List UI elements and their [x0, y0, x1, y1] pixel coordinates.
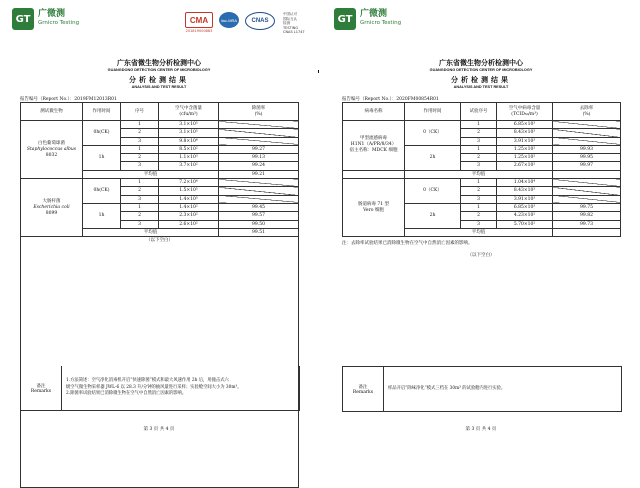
- cma-seal-icon: CMA: [185, 12, 213, 28]
- center-title-en: GUANGDONG DETECTION CENTER OF MICROBIOLOGY: [429, 68, 533, 72]
- col-conc: 空气中含菌量 (cfu/m³): [159, 103, 219, 121]
- logo-cn: 广微测: [38, 9, 66, 19]
- logo-mark-icon: GT: [12, 8, 34, 30]
- remark-line-1: 样品开启“除味净化”模式三档在 30m³ 的试验舱内进行实验。: [388, 385, 506, 391]
- logo-en: Grnicro Testing: [38, 20, 80, 26]
- cma-code: 201819000883: [185, 29, 213, 33]
- table-row: 2 1.1×10³ 99.13: [21, 154, 299, 162]
- average-row: 平均值: [343, 170, 621, 178]
- time-1h: 1h: [83, 145, 121, 170]
- table-row: 2 3.1×10⁵: [21, 129, 299, 137]
- cnas-seal-icon: CNAS: [245, 12, 275, 30]
- table-row: 2 8.43×10³: [343, 129, 621, 137]
- blank-marker: （以下空白）: [467, 253, 495, 258]
- table-row: 甲型流感病毒 H1N1（A/PR/8/34） 宿主名称：MDCK 细胞 0（CK） 1 6.85×10³: [343, 121, 621, 129]
- table-row: 2h 1 6.85×10³ 99.75: [343, 203, 621, 211]
- company-logo: [12, 8, 79, 30]
- col-virus: 病毒名称: [343, 103, 405, 121]
- center-title-en: GUANGDONG DETECTION CENTER OF MICROBIOLOGY: [107, 68, 211, 72]
- page-footer: 第 3 页 共 4 页: [143, 427, 175, 432]
- average-row: 平均值: [343, 228, 621, 236]
- table-row: 3 9.8×10⁴: [21, 137, 299, 145]
- table-row: 3 3.91×10³: [343, 137, 621, 145]
- center-title: 广东省微生物分析检测中心: [439, 58, 523, 67]
- table-row: 3 5.70×10² 99.73: [343, 220, 621, 228]
- col-seq: 试验序号: [461, 103, 497, 121]
- col-organism: 测试微生物: [21, 103, 83, 121]
- table-row: 3 3.7×10² 99.24: [21, 162, 299, 170]
- ilac-mra-icon: ilac-MRA: [219, 12, 239, 28]
- blank-row: （以下空白）: [21, 237, 299, 488]
- table-row: 3 1.4×10⁵: [21, 195, 299, 203]
- report-number: 报告编号（Report No.）：2019FM12013R01: [20, 97, 117, 102]
- col-conc: 空气中病毒含量 (TCID₅₀/m³): [497, 103, 553, 121]
- table-row: 肠道病毒 71 型 Vero 细胞 0（CK） 1 1.04×10⁴: [343, 179, 621, 187]
- table-row: 2h 1 1.25×10² 99.93: [343, 145, 621, 153]
- company-logo: GT 广微测 Grnicro Testing: [334, 8, 401, 30]
- virus-1: 甲型流感病毒 H1N1（A/PR/8/34） 宿主名称：MDCK 细胞: [343, 121, 405, 171]
- table-row: 3 2.6×10² 99.50: [21, 220, 299, 228]
- center-title: 广东省微生物分析检测中心: [117, 58, 201, 67]
- average-row: 平均值 99.21: [21, 170, 299, 178]
- table-row: 大肠杆菌 Escherichia coli 8099 0h(CK) 1 7.2×10⁴: [21, 179, 299, 187]
- certification-marks: [185, 12, 305, 35]
- col-time: 作用时间: [405, 103, 461, 121]
- result-title: 分析检测结果: [129, 75, 189, 84]
- organism-1: 白色葡萄球菌 Staphylococcus albus 8032: [21, 121, 83, 179]
- report-page-left: [0, 0, 318, 449]
- result-title: 分析检测结果: [451, 75, 511, 84]
- cnas-side-text: 中国认可 国际互认 检测 TESTING CNAS L1747: [283, 12, 305, 34]
- result-title-en: ANALYSIS AND TEST RESULT: [131, 85, 187, 89]
- report-number: 报告编号（Report No.）：2020FM00854R01: [342, 97, 439, 102]
- table-row: 3 3.91×10³: [343, 195, 621, 203]
- average-row: 平均值 99.51: [21, 228, 299, 236]
- report-page-right: [322, 0, 640, 449]
- time-ck: 0h(CK): [83, 121, 121, 146]
- col-time: 作用时间: [83, 103, 121, 121]
- col-rate: 去除率 (%): [553, 103, 621, 121]
- table-row: 1h 1 8.5×10² 99.27: [21, 145, 299, 153]
- table-row: 2 2.3×10² 99.57: [21, 212, 299, 220]
- remark-line-1: 1.方法简述：空气净化消毒机开启“快速除菌”模式和最大风速作用 2h 后，用撞击式六: [66, 378, 229, 384]
- table-row: 3 2.67×10² 99.97: [343, 162, 621, 170]
- table-row: 2 4.23×10² 99.82: [343, 212, 621, 220]
- remark-line-3: 2.除菌率试验结果已消除微生物在空气中自然消亡因素的影响。: [66, 391, 187, 397]
- organism-2: 大肠杆菌 Escherichia coli 8099: [21, 179, 83, 237]
- table-row: 2 1.5×10⁵: [21, 187, 299, 195]
- page-footer: 第 3 页 共 4 页: [465, 427, 497, 432]
- table-row: 2 8.43×10³: [343, 187, 621, 195]
- result-title-en: ANALYSIS AND TEST RESULT: [453, 85, 509, 89]
- table-row: 1h 1 1.4×10² 99.45: [21, 203, 299, 211]
- table-row: 2 1.25×10² 99.95: [343, 154, 621, 162]
- remark-line-2: 级空气微生物采样器 JWL-6 以 28.3 升/分钟的抽风量进行采样；实验舱空间大小为 30m³。: [66, 384, 242, 390]
- removal-note: 注：去除率试验结果已消除微生物在空气中自然消亡因素的影响。: [342, 241, 473, 246]
- col-seq: 序号: [121, 103, 159, 121]
- remarks-box: 备注 Remarks 样品开启“除味净化”模式三档在 30m³ 的试验舱内进行实验。: [342, 366, 622, 412]
- virus-2: 肠道病毒 71 型 Vero 细胞: [343, 179, 405, 237]
- table-row: 白色葡萄球菌 Staphylococcus albus 8032 0h(CK) 1 3.1×10⁵: [21, 121, 299, 129]
- logo-mark-icon: GT: [334, 8, 356, 30]
- virus-results-table: [342, 102, 621, 237]
- remarks-box: 备注 Remarks 1.方法简述：空气净化消毒机开启“快速除菌”模式和最大风速作用 2h 后，用撞击式六 级空气微生物采样器 JWL-6 以 28.3 升/分钟的抽风量进行采样；实验舱空间大小为 30m³。 2.除菌率试验结果已消除微生物在空气中自然消亡因素的影响。: [20, 366, 300, 411]
- col-rate: 除菌率 (%): [219, 103, 299, 121]
